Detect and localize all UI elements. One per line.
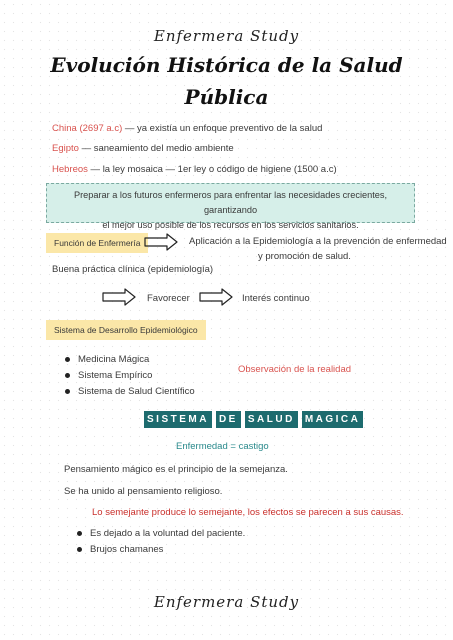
history-hebrews xyxy=(52,164,337,175)
magic-line2: Se ha unido al pensamiento religioso. xyxy=(64,486,223,497)
list-item: Sistema de Salud Científico xyxy=(62,384,195,400)
system-list xyxy=(62,352,195,400)
function-label: Función de Enfermería xyxy=(46,233,148,253)
magic-list xyxy=(74,526,245,558)
callout-line1: Preparar a los futuros enfermeros para enfrentar las necesidades crecientes, garantizando xyxy=(73,190,388,215)
formula-text: Enfermedad = castigo xyxy=(176,441,269,452)
magic-emphasis: Lo semejante produce lo semejante, los efectos se parecen a sus causas. xyxy=(92,507,404,518)
history-text: — ya existía un enfoque preventivo de la salud xyxy=(122,123,323,134)
banner-word: SISTEMA xyxy=(144,411,212,428)
arrow-right-icon xyxy=(101,288,137,306)
history-key: China (2697 a.c) xyxy=(52,123,123,134)
interest-text: Interés continuo xyxy=(242,293,310,304)
page-title-line1: Evolución Histórica de la Salud xyxy=(50,53,403,77)
history-text: — la ley mosaica — 1er ley o código de higiene (1500 a.c) xyxy=(87,164,337,175)
history-text: — saneamiento del medio ambiente xyxy=(78,143,234,154)
list-item: Es dejado a la voluntad del paciente. xyxy=(74,526,245,542)
arrow-right-icon xyxy=(198,288,234,306)
favor-text: Favorecer xyxy=(147,293,190,304)
arrow-right-icon xyxy=(143,233,179,251)
history-key: Egipto xyxy=(52,143,79,154)
list-item: Brujos chamanes xyxy=(74,542,245,558)
history-key: Hebreos xyxy=(52,164,88,175)
section-banner xyxy=(144,411,363,428)
list-item: Medicina Mágica xyxy=(62,352,195,368)
banner-word: MAGICA xyxy=(302,411,364,428)
banner-word: DE xyxy=(216,411,241,428)
history-china xyxy=(52,123,322,134)
magic-line1: Pensamiento mágico es el principio de la semejanza. xyxy=(64,464,288,475)
observation-text: Observación de la realidad xyxy=(238,364,352,375)
brand-header: Enfermera Study xyxy=(153,27,300,45)
banner-word: SALUD xyxy=(245,411,298,428)
history-egypt xyxy=(52,143,234,154)
system-label: Sistema de Desarrollo Epidemiológico xyxy=(46,320,206,340)
function-result-line2: y promoción de salud. xyxy=(258,251,351,262)
brand-footer: Enfermera Study xyxy=(153,593,300,611)
clinical-practice: Buena práctica clínica (epidemiología) xyxy=(52,264,214,275)
list-item: Sistema Empírico xyxy=(62,368,195,384)
page-title-line2: Pública xyxy=(184,85,269,109)
callout-line2: el mejor uso posible de los recursos en los servicios sanitarios. xyxy=(102,220,359,230)
callout-box xyxy=(46,183,415,230)
function-result-line1: Aplicación a la Epidemiología a la prevención de enfermedad xyxy=(189,236,447,247)
